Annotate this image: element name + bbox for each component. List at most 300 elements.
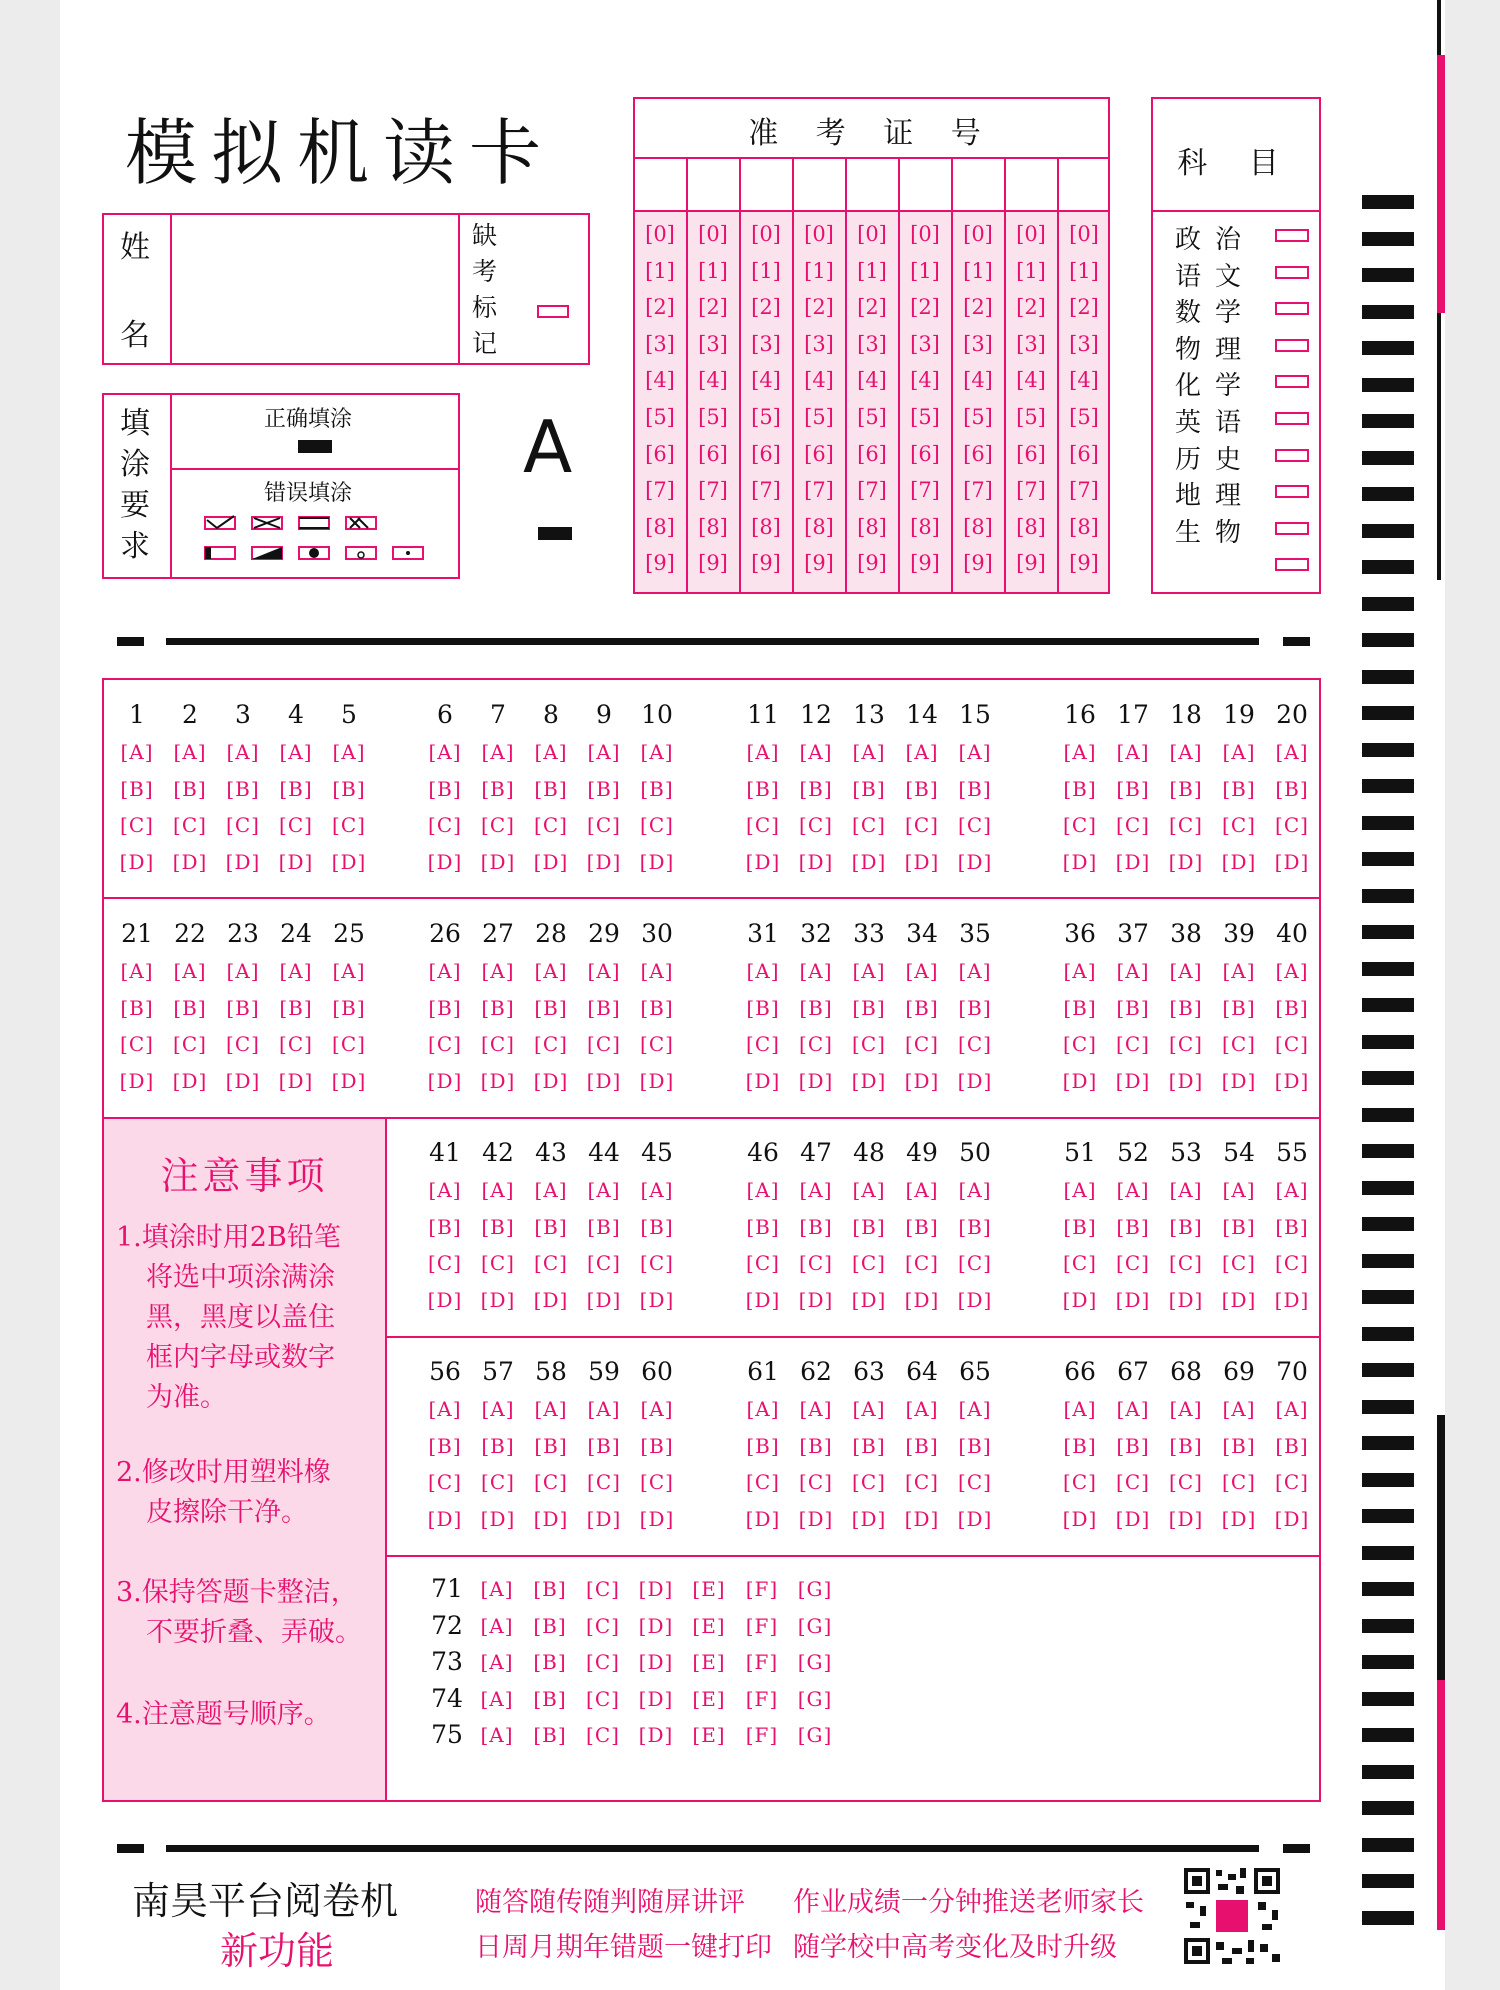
exam-id-bubble[interactable]: [2] [698, 295, 728, 320]
answer-bubble[interactable]: [B] [481, 776, 515, 801]
answer-bubble[interactable]: [A] [799, 959, 833, 983]
answer-bubble[interactable]: [A] [534, 1397, 568, 1421]
answer-bubble[interactable]: [B] [958, 776, 992, 801]
answer-bubble[interactable]: [C] [428, 813, 462, 837]
answer-bubble[interactable]: [A] [799, 740, 833, 764]
exam-id-bubble[interactable]: [5] [963, 405, 993, 429]
exam-id-bubble[interactable]: [9] [963, 551, 993, 576]
answer-bubble[interactable]: [C] [852, 1470, 886, 1494]
answer-bubble[interactable]: [B] [640, 776, 674, 801]
exam-id-bubble[interactable]: [6] [1016, 441, 1046, 466]
answer-bubble[interactable]: [A] [534, 1178, 568, 1202]
exam-id-bubble[interactable]: [8] [910, 514, 940, 539]
answer-bubble[interactable]: [A] [746, 1178, 780, 1202]
answer-bubble[interactable]: [D] [278, 1068, 314, 1093]
answer-bubble[interactable]: [B] [226, 776, 260, 801]
answer-bubble[interactable]: [C] [1063, 1032, 1097, 1056]
answer-bubble[interactable]: [A] [852, 959, 886, 983]
exam-id-bubble[interactable]: [9] [1069, 551, 1099, 576]
exam-id-bubble[interactable]: [1] [857, 258, 887, 283]
answer-bubble[interactable]: [A] [958, 959, 992, 983]
answer-bubble[interactable]: [A] [1116, 1178, 1150, 1202]
answer-bubble[interactable]: [C] [586, 1686, 620, 1711]
answer-bubble[interactable]: [D] [586, 1287, 622, 1312]
exam-id-bubble[interactable]: [0] [910, 222, 940, 246]
answer-bubble[interactable]: [C] [958, 1251, 992, 1275]
exam-id-bubble[interactable]: [7] [1069, 478, 1099, 503]
answer-bubble[interactable]: [C] [226, 1032, 260, 1056]
answer-bubble[interactable]: [A] [481, 1178, 515, 1202]
answer-bubble[interactable]: [D] [638, 1577, 674, 1601]
answer-bubble[interactable]: [D] [1168, 1068, 1204, 1093]
exam-id-bubble[interactable]: [2] [751, 295, 781, 320]
answer-bubble[interactable]: [E] [692, 1613, 726, 1638]
answer-bubble[interactable]: [A] [279, 959, 313, 983]
exam-id-bubble[interactable]: [7] [857, 478, 887, 503]
answer-bubble[interactable]: [A] [1222, 1397, 1256, 1421]
answer-bubble[interactable]: [B] [120, 995, 154, 1020]
answer-bubble[interactable]: [C] [1116, 813, 1150, 837]
answer-bubble[interactable]: [B] [533, 1613, 567, 1638]
answer-bubble[interactable]: [B] [534, 1433, 568, 1458]
exam-id-bubble[interactable]: [5] [698, 405, 728, 429]
answer-bubble[interactable]: [C] [640, 1032, 674, 1056]
answer-bubble[interactable]: [C] [1222, 1032, 1256, 1056]
answer-bubble[interactable]: [A] [173, 740, 207, 764]
answer-bubble[interactable]: [C] [1116, 1251, 1150, 1275]
exam-id-bubble[interactable]: [6] [910, 441, 940, 466]
answer-bubble[interactable]: [A] [120, 959, 154, 983]
answer-bubble[interactable]: [A] [428, 959, 462, 983]
answer-bubble[interactable]: [D] [639, 849, 675, 874]
answer-bubble[interactable]: [D] [225, 849, 261, 874]
answer-bubble[interactable]: [B] [1116, 776, 1150, 801]
answer-bubble[interactable]: [A] [587, 959, 621, 983]
answer-bubble[interactable]: [D] [1274, 1068, 1310, 1093]
exam-id-bubble[interactable]: [7] [804, 478, 834, 503]
answer-bubble[interactable]: [D] [851, 1506, 887, 1531]
answer-bubble[interactable]: [C] [1169, 813, 1203, 837]
exam-id-bubble[interactable]: [3] [698, 331, 728, 356]
answer-bubble[interactable]: [B] [533, 1723, 567, 1747]
answer-bubble[interactable]: [B] [1169, 995, 1203, 1020]
answer-bubble[interactable]: [A] [746, 740, 780, 764]
answer-bubble[interactable]: [E] [692, 1650, 726, 1674]
answer-bubble[interactable]: [A] [428, 1178, 462, 1202]
exam-id-bubble[interactable]: [0] [1016, 222, 1046, 246]
answer-bubble[interactable]: [C] [587, 1470, 621, 1494]
answer-bubble[interactable]: [C] [958, 1032, 992, 1056]
answer-bubble[interactable]: [C] [799, 1251, 833, 1275]
answer-bubble[interactable]: [G] [797, 1686, 833, 1711]
answer-bubble[interactable]: [D] [1062, 1068, 1098, 1093]
exam-id-bubble[interactable]: [0] [1069, 222, 1099, 246]
answer-bubble[interactable]: [C] [332, 813, 366, 837]
exam-id-bubble[interactable]: [5] [1069, 405, 1099, 429]
answer-bubble[interactable]: [B] [905, 995, 939, 1020]
exam-id-bubble[interactable]: [8] [804, 514, 834, 539]
answer-bubble[interactable]: [C] [1116, 1032, 1150, 1056]
answer-bubble[interactable]: [C] [799, 1470, 833, 1494]
answer-bubble[interactable]: [D] [904, 1068, 940, 1093]
answer-bubble[interactable]: [D] [957, 1068, 993, 1093]
answer-bubble[interactable]: [B] [852, 776, 886, 801]
answer-bubble[interactable]: [D] [172, 849, 208, 874]
answer-bubble[interactable]: [B] [428, 1214, 462, 1239]
answer-bubble[interactable]: [B] [905, 1433, 939, 1458]
answer-bubble[interactable]: [D] [1168, 1287, 1204, 1312]
exam-id-bubble[interactable]: [1] [645, 258, 675, 283]
answer-bubble[interactable]: [A] [1222, 1178, 1256, 1202]
exam-id-bubble[interactable]: [1] [1069, 258, 1099, 283]
answer-bubble[interactable]: [B] [481, 1214, 515, 1239]
answer-bubble[interactable]: [C] [332, 1032, 366, 1056]
answer-bubble[interactable]: [D] [798, 1287, 834, 1312]
answer-bubble[interactable]: [B] [1275, 995, 1309, 1020]
answer-bubble[interactable]: [A] [226, 740, 260, 764]
answer-bubble[interactable]: [A] [1169, 1397, 1203, 1421]
answer-bubble[interactable]: [D] [1221, 1506, 1257, 1531]
answer-bubble[interactable]: [C] [428, 1032, 462, 1056]
answer-bubble[interactable]: [C] [586, 1723, 620, 1747]
answer-bubble[interactable]: [B] [746, 995, 780, 1020]
exam-id-bubble[interactable]: [3] [1069, 331, 1099, 356]
answer-bubble[interactable]: [C] [173, 1032, 207, 1056]
answer-bubble[interactable]: [D] [638, 1723, 674, 1747]
answer-bubble[interactable]: [A] [799, 1178, 833, 1202]
answer-bubble[interactable]: [B] [799, 776, 833, 801]
exam-id-bubble[interactable]: [6] [857, 441, 887, 466]
answer-bubble[interactable]: [C] [428, 1470, 462, 1494]
answer-bubble[interactable]: [B] [173, 995, 207, 1020]
answer-bubble[interactable]: [B] [587, 776, 621, 801]
exam-id-bubble[interactable]: [6] [804, 441, 834, 466]
exam-id-bubble[interactable]: [4] [698, 368, 728, 393]
answer-bubble[interactable]: [B] [799, 995, 833, 1020]
exam-id-bubble[interactable]: [1] [804, 258, 834, 283]
answer-bubble[interactable]: [D] [639, 1068, 675, 1093]
answer-bubble[interactable]: [C] [852, 813, 886, 837]
exam-id-bubble[interactable]: [0] [857, 222, 887, 246]
answer-bubble[interactable]: [A] [428, 1397, 462, 1421]
answer-bubble[interactable]: [D] [119, 1068, 155, 1093]
answer-bubble[interactable]: [C] [173, 813, 207, 837]
answer-bubble[interactable]: [C] [1222, 1251, 1256, 1275]
answer-bubble[interactable]: [B] [852, 1433, 886, 1458]
answer-bubble[interactable]: [A] [1275, 1178, 1309, 1202]
answer-bubble[interactable]: [C] [586, 1650, 620, 1674]
exam-id-bubble[interactable]: [8] [645, 514, 675, 539]
exam-id-bubble[interactable]: [0] [963, 222, 993, 246]
answer-bubble[interactable]: [A] [1116, 1397, 1150, 1421]
answer-bubble[interactable]: [D] [331, 1068, 367, 1093]
answer-bubble[interactable]: [D] [638, 1650, 674, 1674]
answer-bubble[interactable]: [D] [331, 849, 367, 874]
answer-bubble[interactable]: [E] [692, 1577, 726, 1601]
answer-bubble[interactable]: [A] [173, 959, 207, 983]
answer-bubble[interactable]: [D] [1062, 849, 1098, 874]
answer-bubble[interactable]: [A] [640, 740, 674, 764]
answer-bubble[interactable]: [B] [481, 1433, 515, 1458]
answer-bubble[interactable]: [D] [480, 1068, 516, 1093]
answer-bubble[interactable]: [B] [958, 995, 992, 1020]
answer-bubble[interactable]: [C] [279, 1032, 313, 1056]
answer-bubble[interactable]: [A] [332, 740, 366, 764]
answer-bubble[interactable]: [A] [905, 1397, 939, 1421]
answer-bubble[interactable]: [B] [587, 1433, 621, 1458]
answer-bubble[interactable]: [B] [905, 776, 939, 801]
answer-bubble[interactable]: [D] [639, 1287, 675, 1312]
exam-id-bubble[interactable]: [4] [910, 368, 940, 393]
answer-bubble[interactable]: [A] [1169, 959, 1203, 983]
answer-bubble[interactable]: [B] [1222, 1214, 1256, 1239]
exam-id-bubble[interactable]: [6] [751, 441, 781, 466]
answer-bubble[interactable]: [D] [904, 1506, 940, 1531]
answer-bubble[interactable]: [B] [1116, 1214, 1150, 1239]
answer-bubble[interactable]: [C] [1169, 1251, 1203, 1275]
answer-bubble[interactable]: [B] [746, 1433, 780, 1458]
subject-bubble[interactable] [1275, 449, 1309, 462]
answer-bubble[interactable]: [G] [797, 1577, 833, 1601]
answer-bubble[interactable]: [D] [1168, 1506, 1204, 1531]
answer-bubble[interactable]: [C] [1169, 1032, 1203, 1056]
exam-id-bubble[interactable]: [5] [645, 405, 675, 429]
answer-bubble[interactable]: [D] [533, 1287, 569, 1312]
exam-id-bubble[interactable]: [8] [751, 514, 781, 539]
subject-bubble[interactable] [1275, 266, 1309, 279]
answer-bubble[interactable]: [D] [172, 1068, 208, 1093]
answer-bubble[interactable]: [A] [1116, 959, 1150, 983]
answer-bubble[interactable]: [D] [1062, 1287, 1098, 1312]
answer-bubble[interactable]: [A] [428, 740, 462, 764]
answer-bubble[interactable]: [B] [332, 776, 366, 801]
answer-bubble[interactable]: [D] [480, 1506, 516, 1531]
answer-bubble[interactable]: [C] [1275, 1470, 1309, 1494]
answer-bubble[interactable]: [A] [1222, 740, 1256, 764]
exam-id-bubble[interactable]: [4] [857, 368, 887, 393]
exam-id-bubble[interactable]: [8] [963, 514, 993, 539]
exam-id-bubble[interactable]: [1] [1016, 258, 1046, 283]
answer-bubble[interactable]: [D] [533, 1068, 569, 1093]
answer-bubble[interactable]: [C] [958, 1470, 992, 1494]
answer-bubble[interactable]: [D] [1221, 849, 1257, 874]
answer-bubble[interactable]: [D] [1115, 849, 1151, 874]
exam-id-bubble[interactable]: [6] [645, 441, 675, 466]
answer-bubble[interactable]: [B] [640, 995, 674, 1020]
answer-bubble[interactable]: [A] [905, 1178, 939, 1202]
exam-id-bubble[interactable]: [6] [1069, 441, 1099, 466]
answer-bubble[interactable]: [D] [480, 849, 516, 874]
exam-id-bubble[interactable]: [8] [698, 514, 728, 539]
answer-bubble[interactable]: [B] [799, 1433, 833, 1458]
exam-id-bubble[interactable]: [0] [698, 222, 728, 246]
answer-bubble[interactable]: [F] [745, 1577, 779, 1601]
answer-bubble[interactable]: [B] [1169, 1433, 1203, 1458]
answer-bubble[interactable]: [C] [746, 1470, 780, 1494]
exam-id-bubble[interactable]: [3] [751, 331, 781, 356]
exam-id-bubble[interactable]: [2] [645, 295, 675, 320]
answer-bubble[interactable]: [C] [481, 1032, 515, 1056]
answer-bubble[interactable]: [B] [746, 1214, 780, 1239]
answer-bubble[interactable]: [A] [481, 959, 515, 983]
exam-id-bubble[interactable]: [1] [910, 258, 940, 283]
answer-bubble[interactable]: [C] [586, 1613, 620, 1638]
answer-bubble[interactable]: [C] [799, 1032, 833, 1056]
answer-bubble[interactable]: [B] [1063, 1433, 1097, 1458]
answer-bubble[interactable]: [C] [587, 813, 621, 837]
answer-bubble[interactable]: [B] [852, 1214, 886, 1239]
answer-bubble[interactable]: [B] [587, 995, 621, 1020]
exam-id-bubble[interactable]: [0] [804, 222, 834, 246]
answer-bubble[interactable]: [B] [1275, 776, 1309, 801]
answer-bubble[interactable]: [C] [1275, 813, 1309, 837]
answer-bubble[interactable]: [A] [1063, 1178, 1097, 1202]
answer-bubble[interactable]: [A] [226, 959, 260, 983]
answer-bubble[interactable]: [A] [905, 740, 939, 764]
answer-bubble[interactable]: [C] [746, 813, 780, 837]
answer-bubble[interactable]: [B] [1116, 995, 1150, 1020]
answer-bubble[interactable]: [B] [226, 995, 260, 1020]
answer-bubble[interactable]: [D] [745, 849, 781, 874]
subject-bubble[interactable] [1275, 485, 1309, 498]
exam-id-bubble[interactable]: [9] [804, 551, 834, 576]
subject-bubble[interactable] [1275, 229, 1309, 242]
answer-bubble[interactable]: [A] [1275, 740, 1309, 764]
answer-bubble[interactable]: [C] [120, 1032, 154, 1056]
absent-mark-box[interactable] [537, 305, 569, 318]
answer-bubble[interactable]: [C] [1275, 1032, 1309, 1056]
answer-bubble[interactable]: [D] [1062, 1506, 1098, 1531]
exam-id-bubble[interactable]: [4] [645, 368, 675, 393]
answer-bubble[interactable]: [B] [533, 1686, 567, 1711]
answer-bubble[interactable]: [D] [1221, 1068, 1257, 1093]
answer-bubble[interactable]: [C] [1275, 1251, 1309, 1275]
answer-bubble[interactable]: [D] [278, 849, 314, 874]
answer-bubble[interactable]: [C] [905, 813, 939, 837]
exam-id-bubble[interactable]: [2] [857, 295, 887, 320]
answer-bubble[interactable]: [E] [692, 1686, 726, 1711]
answer-bubble[interactable]: [A] [120, 740, 154, 764]
answer-bubble[interactable]: [D] [639, 1506, 675, 1531]
answer-bubble[interactable]: [D] [904, 1287, 940, 1312]
answer-bubble[interactable]: [D] [427, 1287, 463, 1312]
answer-bubble[interactable]: [A] [534, 740, 568, 764]
answer-bubble[interactable]: [C] [905, 1251, 939, 1275]
answer-bubble[interactable]: [F] [745, 1686, 779, 1711]
answer-bubble[interactable]: [C] [640, 1251, 674, 1275]
answer-bubble[interactable]: [D] [1274, 1287, 1310, 1312]
answer-bubble[interactable]: [D] [427, 1506, 463, 1531]
subject-bubble[interactable] [1275, 522, 1309, 535]
exam-id-bubble[interactable]: [7] [698, 478, 728, 503]
exam-id-bubble[interactable]: [7] [751, 478, 781, 503]
answer-bubble[interactable]: [B] [279, 995, 313, 1020]
answer-bubble[interactable]: [D] [225, 1068, 261, 1093]
answer-bubble[interactable]: [B] [852, 995, 886, 1020]
answer-bubble[interactable]: [A] [1275, 1397, 1309, 1421]
exam-id-bubble[interactable]: [7] [1016, 478, 1046, 503]
answer-bubble[interactable]: [A] [481, 1397, 515, 1421]
answer-bubble[interactable]: [C] [481, 813, 515, 837]
subject-bubble[interactable] [1275, 558, 1309, 571]
answer-bubble[interactable]: [C] [852, 1251, 886, 1275]
answer-bubble[interactable]: [B] [428, 995, 462, 1020]
exam-id-bubble[interactable]: [5] [857, 405, 887, 429]
answer-bubble[interactable]: [B] [533, 1577, 567, 1601]
answer-bubble[interactable]: [A] [279, 740, 313, 764]
exam-id-bubble[interactable]: [1] [963, 258, 993, 283]
answer-bubble[interactable]: [B] [958, 1214, 992, 1239]
answer-bubble[interactable]: [B] [332, 995, 366, 1020]
answer-bubble[interactable]: [C] [534, 1251, 568, 1275]
answer-bubble[interactable]: [F] [745, 1613, 779, 1638]
answer-bubble[interactable]: [B] [173, 776, 207, 801]
exam-id-bubble[interactable]: [4] [1069, 368, 1099, 393]
answer-bubble[interactable]: [D] [586, 1068, 622, 1093]
answer-bubble[interactable]: [A] [1063, 959, 1097, 983]
answer-bubble[interactable]: [D] [427, 1068, 463, 1093]
exam-id-bubble[interactable]: [5] [910, 405, 940, 429]
exam-id-bubble[interactable]: [4] [804, 368, 834, 393]
exam-id-bubble[interactable]: [3] [857, 331, 887, 356]
exam-id-bubble[interactable]: [2] [804, 295, 834, 320]
answer-bubble[interactable]: [B] [1116, 1433, 1150, 1458]
answer-bubble[interactable]: [A] [905, 959, 939, 983]
answer-bubble[interactable]: [B] [640, 1214, 674, 1239]
answer-bubble[interactable]: [C] [120, 813, 154, 837]
answer-bubble[interactable]: [C] [586, 1577, 620, 1601]
answer-bubble[interactable]: [A] [587, 740, 621, 764]
exam-id-bubble[interactable]: [1] [698, 258, 728, 283]
answer-bubble[interactable]: [C] [746, 1251, 780, 1275]
answer-bubble[interactable]: [A] [852, 740, 886, 764]
exam-id-bubble[interactable]: [3] [910, 331, 940, 356]
exam-id-bubble[interactable]: [3] [804, 331, 834, 356]
answer-bubble[interactable]: [C] [428, 1251, 462, 1275]
answer-bubble[interactable]: [D] [1115, 1068, 1151, 1093]
answer-bubble[interactable]: [D] [119, 849, 155, 874]
answer-bubble[interactable]: [A] [480, 1613, 514, 1638]
answer-bubble[interactable]: [G] [797, 1650, 833, 1674]
name-input[interactable] [172, 215, 456, 363]
answer-bubble[interactable]: [D] [1274, 1506, 1310, 1531]
answer-bubble[interactable]: [C] [1222, 813, 1256, 837]
answer-bubble[interactable]: [B] [1063, 995, 1097, 1020]
answer-bubble[interactable]: [C] [279, 813, 313, 837]
answer-bubble[interactable]: [C] [746, 1032, 780, 1056]
exam-id-bubble[interactable]: [9] [910, 551, 940, 576]
answer-bubble[interactable]: [D] [851, 849, 887, 874]
answer-bubble[interactable]: [D] [480, 1287, 516, 1312]
answer-bubble[interactable]: [D] [851, 1287, 887, 1312]
answer-bubble[interactable]: [D] [904, 849, 940, 874]
answer-bubble[interactable]: [D] [798, 1506, 834, 1531]
answer-bubble[interactable]: [C] [1063, 813, 1097, 837]
answer-bubble[interactable]: [D] [851, 1068, 887, 1093]
answer-bubble[interactable]: [B] [428, 776, 462, 801]
answer-bubble[interactable]: [A] [958, 1397, 992, 1421]
answer-bubble[interactable]: [D] [798, 849, 834, 874]
answer-bubble[interactable]: [C] [640, 1470, 674, 1494]
answer-bubble[interactable]: [D] [638, 1686, 674, 1711]
answer-bubble[interactable]: [D] [1168, 849, 1204, 874]
answer-bubble[interactable]: [A] [1063, 1397, 1097, 1421]
answer-bubble[interactable]: [D] [533, 849, 569, 874]
answer-bubble[interactable]: [C] [534, 1032, 568, 1056]
exam-id-bubble[interactable]: [2] [1069, 295, 1099, 320]
exam-id-bubble[interactable]: [2] [1016, 295, 1046, 320]
exam-id-bubble[interactable]: [1] [751, 258, 781, 283]
